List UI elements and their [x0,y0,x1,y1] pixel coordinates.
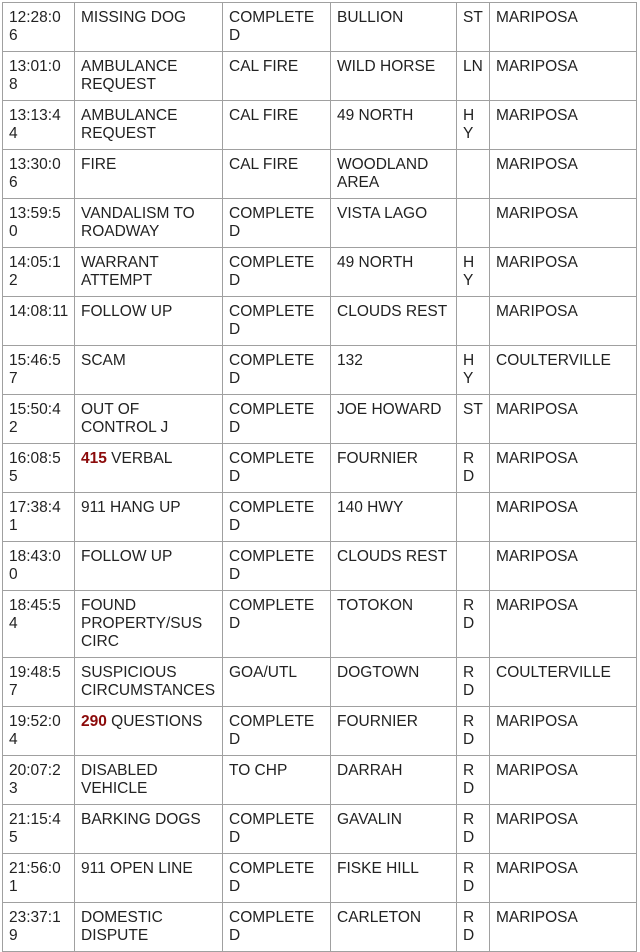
cell-street: 49 NORTH [331,248,457,297]
cell-street-suffix: RD [457,591,490,658]
cell-disposition: COMPLETED [223,444,331,493]
cell-street: TOTOKON [331,591,457,658]
cell-city: MARIPOSA [490,756,637,805]
cell-disposition: CAL FIRE [223,150,331,199]
table-row [3,805,637,854]
cell-time: 17:38:41 [3,493,75,542]
table-row [3,101,637,150]
cell-street-suffix: ST [457,3,490,52]
cell-street: WILD HORSE [331,52,457,101]
cell-city: MARIPOSA [490,493,637,542]
cell-disposition: COMPLETED [223,493,331,542]
cell-street: DARRAH [331,756,457,805]
cell-disposition: COMPLETED [223,854,331,903]
cell-call-type: SCAM [75,346,223,395]
table-row [3,756,637,805]
cell-call-type: FOLLOW UP [75,297,223,346]
cell-street-suffix: LN [457,52,490,101]
cell-street-suffix [457,297,490,346]
cell-city: MARIPOSA [490,542,637,591]
cell-street-suffix [457,150,490,199]
cell-disposition: COMPLETED [223,297,331,346]
cell-street-suffix [457,542,490,591]
cell-call-type: 911 HANG UP [75,493,223,542]
penal-code: 415 [81,450,107,467]
cell-disposition: COMPLETED [223,3,331,52]
cell-street: VISTA LAGO [331,199,457,248]
table-row [3,493,637,542]
cell-disposition: COMPLETED [223,903,331,952]
cell-street: 49 NORTH [331,101,457,150]
cell-street-suffix: RD [457,658,490,707]
table-row [3,297,637,346]
cell-street-suffix: RD [457,444,490,493]
cell-street-suffix: HY [457,101,490,150]
cell-call-type: DISABLED VEHICLE [75,756,223,805]
cell-disposition: COMPLETED [223,395,331,444]
cell-call-type: 911 OPEN LINE [75,854,223,903]
cell-time: 13:30:06 [3,150,75,199]
cell-disposition: GOA/UTL [223,658,331,707]
cell-street: CLOUDS REST [331,297,457,346]
cell-call-type: FOLLOW UP [75,542,223,591]
table-row [3,854,637,903]
table-row [3,52,637,101]
cell-street: JOE HOWARD [331,395,457,444]
cell-street-suffix [457,199,490,248]
cell-street: WOODLAND AREA [331,150,457,199]
cell-city: MARIPOSA [490,707,637,756]
call-type-text: QUESTIONS [106,713,203,730]
call-log-body [3,3,637,952]
table-row [3,3,637,52]
table-row [3,199,637,248]
cell-street-suffix [457,493,490,542]
cell-call-type: FOUND PROPERTY/SUS CIRC [75,591,223,658]
cell-time: 14:05:12 [3,248,75,297]
cell-time: 19:52:04 [3,707,75,756]
cell-street: 132 [331,346,457,395]
cell-call-type [75,707,223,756]
cell-time: 13:01:08 [3,52,75,101]
cell-call-type: BARKING DOGS [75,805,223,854]
cell-call-type: SUSPICIOUS CIRCUMSTANCES [75,658,223,707]
cell-disposition: COMPLETED [223,542,331,591]
cell-call-type: MISSING DOG [75,3,223,52]
table-row [3,903,637,952]
call-log-table [2,2,637,952]
cell-street-suffix: RD [457,756,490,805]
table-row [3,150,637,199]
cell-street-suffix: RD [457,805,490,854]
cell-call-type: OUT OF CONTROL J [75,395,223,444]
cell-disposition: COMPLETED [223,346,331,395]
cell-time: 16:08:55 [3,444,75,493]
cell-street: BULLION [331,3,457,52]
table-row [3,591,637,658]
cell-disposition: COMPLETED [223,591,331,658]
cell-time: 21:15:45 [3,805,75,854]
cell-disposition: CAL FIRE [223,101,331,150]
cell-time: 15:46:57 [3,346,75,395]
table-row [3,658,637,707]
cell-city: MARIPOSA [490,903,637,952]
cell-city: MARIPOSA [490,444,637,493]
cell-city: MARIPOSA [490,248,637,297]
cell-call-type: DOMESTIC DISPUTE [75,903,223,952]
cell-street: 140 HWY [331,493,457,542]
cell-city: COULTERVILLE [490,658,637,707]
cell-city: MARIPOSA [490,395,637,444]
cell-street: FOURNIER [331,444,457,493]
cell-call-type: WARRANT ATTEMPT [75,248,223,297]
cell-city: MARIPOSA [490,199,637,248]
table-row [3,395,637,444]
cell-disposition: CAL FIRE [223,52,331,101]
cell-city: COULTERVILLE [490,346,637,395]
penal-code: 290 [81,713,107,730]
cell-disposition: COMPLETED [223,248,331,297]
table-row [3,346,637,395]
table-row [3,248,637,297]
table-row [3,542,637,591]
cell-call-type: AMBULANCE REQUEST [75,101,223,150]
cell-street: CARLETON [331,903,457,952]
cell-time: 21:56:01 [3,854,75,903]
cell-disposition: COMPLETED [223,805,331,854]
cell-street-suffix: RD [457,707,490,756]
cell-city: MARIPOSA [490,150,637,199]
cell-street: GAVALIN [331,805,457,854]
cell-street-suffix: RD [457,903,490,952]
call-type-text: VERBAL [106,450,173,467]
cell-street-suffix: RD [457,854,490,903]
cell-time: 18:43:00 [3,542,75,591]
cell-time: 19:48:57 [3,658,75,707]
cell-city: MARIPOSA [490,805,637,854]
cell-time: 13:13:44 [3,101,75,150]
cell-time: 18:45:54 [3,591,75,658]
cell-city: MARIPOSA [490,3,637,52]
cell-street: FOURNIER [331,707,457,756]
cell-disposition: TO CHP [223,756,331,805]
table-row [3,707,637,756]
table-row [3,444,637,493]
cell-call-type: VANDALISM TO ROADWAY [75,199,223,248]
cell-city: MARIPOSA [490,854,637,903]
cell-disposition: COMPLETED [223,199,331,248]
cell-street: DOGTOWN [331,658,457,707]
cell-time: 15:50:42 [3,395,75,444]
cell-call-type [75,444,223,493]
cell-call-type: FIRE [75,150,223,199]
cell-city: MARIPOSA [490,101,637,150]
cell-time: 20:07:23 [3,756,75,805]
cell-street: CLOUDS REST [331,542,457,591]
cell-time: 23:37:19 [3,903,75,952]
cell-time: 14:08:11 [3,297,75,346]
cell-disposition: COMPLETED [223,707,331,756]
cell-city: MARIPOSA [490,591,637,658]
cell-city: MARIPOSA [490,297,637,346]
cell-street-suffix: HY [457,248,490,297]
cell-call-type: AMBULANCE REQUEST [75,52,223,101]
cell-street-suffix: ST [457,395,490,444]
cell-street-suffix: HY [457,346,490,395]
cell-time: 12:28:06 [3,3,75,52]
cell-street: FISKE HILL [331,854,457,903]
cell-time: 13:59:50 [3,199,75,248]
cell-city: MARIPOSA [490,52,637,101]
